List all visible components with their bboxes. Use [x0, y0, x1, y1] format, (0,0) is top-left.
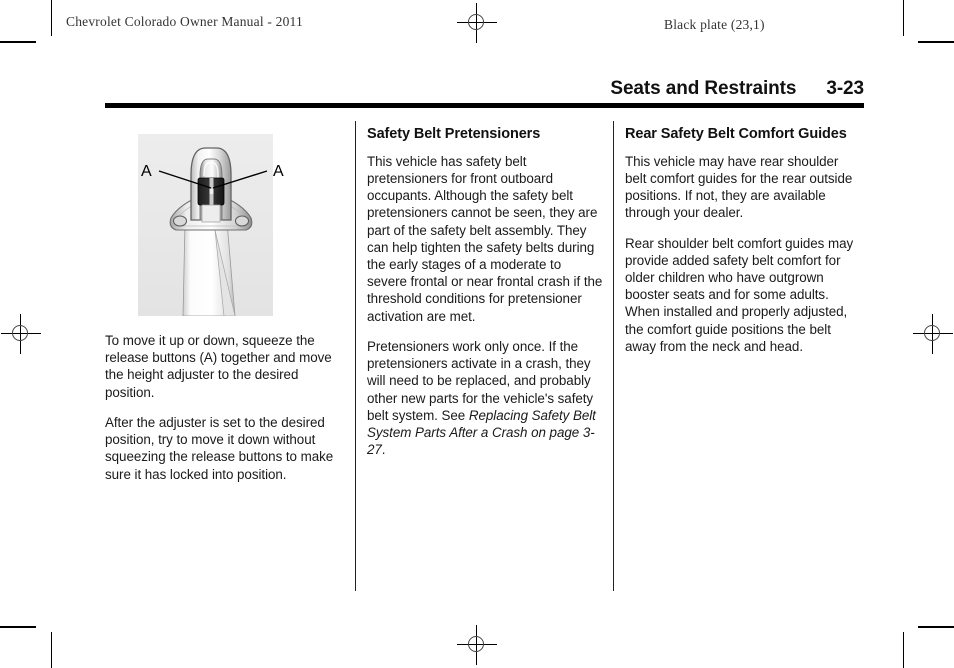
column-1 [105, 126, 341, 483]
column-2-paragraph-1: This vehicle has safety belt pretensioners for front outboard occupants. Although the safety belt pretensioners cannot be seen, they are part of the safety belt assembly. They can help tighten the safety belts during the early stages of a moderate to severe frontal or near frontal crash if the threshold conditions for pretensioner activation are met. [367, 153, 603, 324]
registration-mark-left [1, 314, 41, 354]
registration-mark-top [457, 3, 497, 43]
section-title: Seats and Restraints [610, 78, 797, 99]
column-divider-1 [355, 121, 356, 591]
crop-mark-bottom-left-vertical [51, 632, 52, 668]
crop-mark-bottom-right-horizontal [918, 626, 954, 628]
callout-label-right-a: A [273, 163, 284, 180]
column-2-paragraph-2-tail: . [381, 442, 386, 458]
crop-mark-top-right-horizontal [918, 41, 954, 43]
callout-label-left-a: A [141, 163, 152, 180]
manual-title: Chevrolet Colorado Owner Manual - 2011 [66, 14, 303, 29]
header-rule [105, 103, 864, 108]
column-3-paragraph-2: Rear shoulder belt comfort guides may provide added safety belt comfort for older children who have outgrown booster seats and for some adults. When installed and properly adjusted, the comfort guide positions the belt away from the neck and head. [625, 235, 854, 354]
column-1-paragraph-2: After the adjuster is set to the desired position, try to move it down without squeezing the release buttons to make sure it has locked into position. [105, 414, 334, 482]
crop-mark-top-right-vertical [903, 0, 904, 36]
column-2-paragraph-2 [367, 338, 603, 459]
column-divider-2 [613, 121, 614, 591]
cross-reference-link[interactable]: Replacing Safety Belt System Parts After a Crash on page 3-27 [367, 407, 596, 458]
crop-mark-bottom-left-horizontal [0, 626, 36, 628]
safety-belt-pretensioners-heading: Safety Belt Pretensioners [367, 126, 541, 142]
page-number: 3-23 [826, 78, 864, 99]
column-3 [625, 126, 861, 355]
black-plate-label: Black plate (23,1) [664, 17, 765, 32]
registration-mark-right [913, 314, 953, 354]
column-2 [367, 126, 603, 458]
crop-mark-top-left-horizontal [0, 41, 36, 43]
column-2-paragraph-2-lead: Pretensioners work only once. If the pretensioners activate in a crash, they will need to be replaced, and probably other new parts for the vehicle's safety belt system. See [367, 338, 594, 423]
registration-mark-bottom [457, 625, 497, 665]
crop-mark-top-left-vertical [51, 0, 52, 36]
column-1-paragraph-1: To move it up or down, squeeze the release buttons (A) together and move the height adjuster to the desired position. [105, 333, 332, 400]
section-header [105, 78, 864, 100]
column-3-paragraph-1: This vehicle may have rear shoulder belt comfort guides for the rear outside positions. If not, they are available through your dealer. [625, 153, 853, 221]
rear-safety-belt-comfort-guides-heading: Rear Safety Belt Comfort Guides [625, 126, 847, 142]
crop-mark-bottom-right-vertical [903, 632, 904, 668]
safety-belt-height-adjuster-figure [105, 126, 341, 316]
